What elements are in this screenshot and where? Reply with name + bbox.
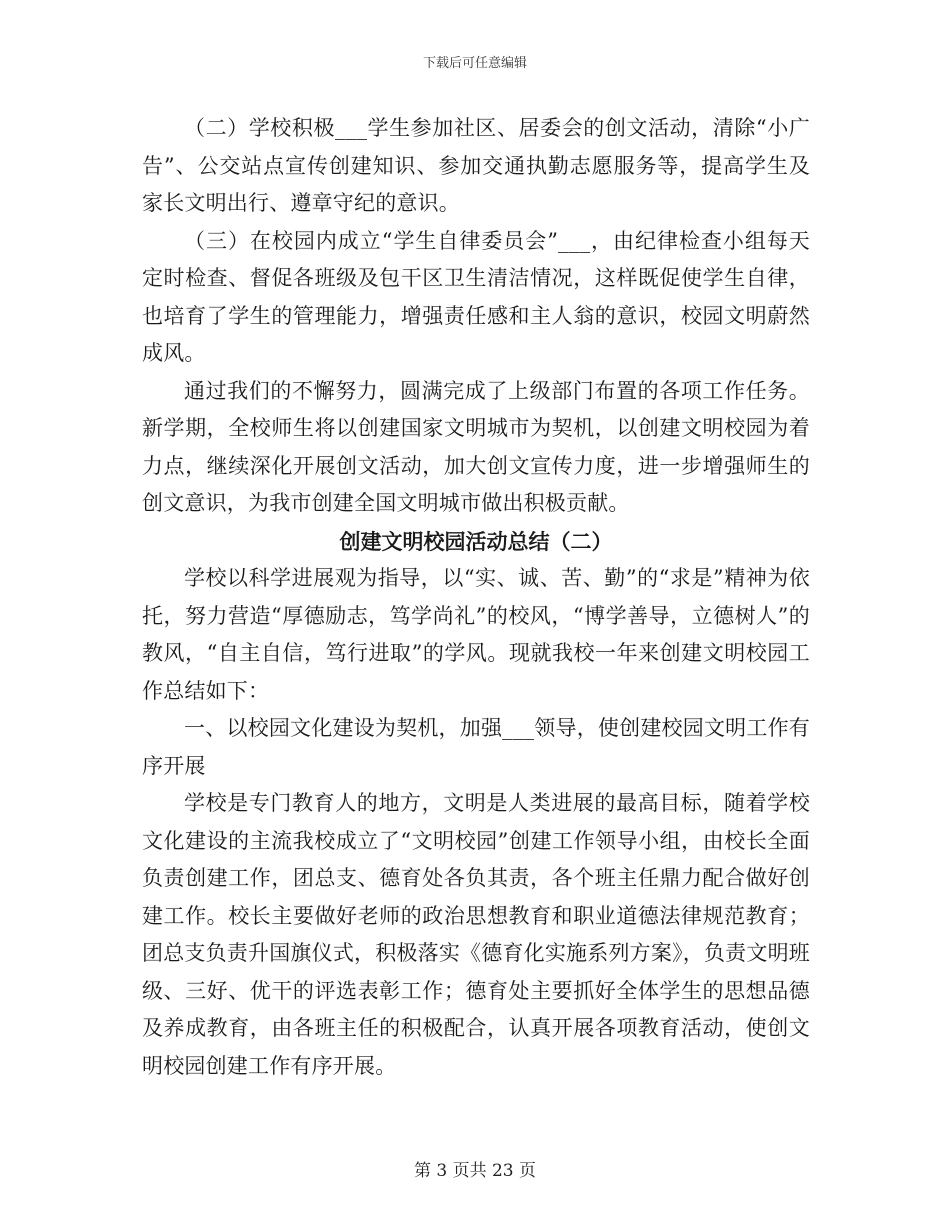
section-title: 创建文明校园活动总结（二）: [339, 528, 613, 554]
page-header: 下载后可任意编辑: [422, 56, 527, 71]
paragraph-2: （二）学校积极___学生参加社区、居委会的创文活动，清除“小广告”、公交站点宣传创建知识、参加交通执勤志愿服务等，提高学生及家长文明出行、遵章守纪的意识。: [142, 116, 810, 215]
paragraph-body-1: 学校是专门教育人的地方，文明是人类进展的最高目标，随着学校文化建设的主流我校成立了“文明校园”创建工作领导小组，由校长全面负责创建工作，团总支、德育处各负其责，各个班主任鼎力配合做好创建工作。校长主要做好老师的政治思想教育和职业道德法律规范教育；团总支负责升国旗仪式，积极落实《德育化实施系列方案》，负责文明班级、三好、优干的评选表彰工作；德育处主要抓好全体学生的思想品德及养成教育，由各班主任的积极配合，认真开展各项教育活动，使创文明校园创建工作有序开展。: [142, 791, 810, 1078]
page-footer: 第 3 页共 23 页: [413, 1161, 537, 1181]
document-body: [142, 110, 810, 1085]
paragraph-3: （三）在校园内成立“学生自律委员会”___，由纪律检查小组每天定时检查、督促各班级及包干区卫生清洁情况，这样既促使学生自律，也培育了学生的管理能力，增强责任感和主人翁的意识，校园文明蔚然成风。: [142, 228, 810, 365]
paragraph-heading-1: 一、以校园文化建设为契机，加强___领导，使创建校园文明工作有序开展: [142, 716, 810, 778]
paragraph-closing: 通过我们的不懈努力，圆满完成了上级部门布置的各项工作任务。新学期，全校师生将以创建国家文明城市为契机，以创建文明校园为着力点，继续深化开展创文活动，加大创文宣传力度，进一步增强师生的创文意识，为我市创建全国文明城市做出积极贡献。: [142, 378, 810, 515]
paragraph-intro: 学校以科学进展观为指导，以“实、诚、苦、勤”的“求是”精神为依托，努力营造“厚德励志，笃学尚礼”的校风，“博学善导，立德树人”的教风，“自主自信，笃行进取”的学风。现就我校一年来创建文明校园工作总结如下：: [142, 566, 810, 703]
